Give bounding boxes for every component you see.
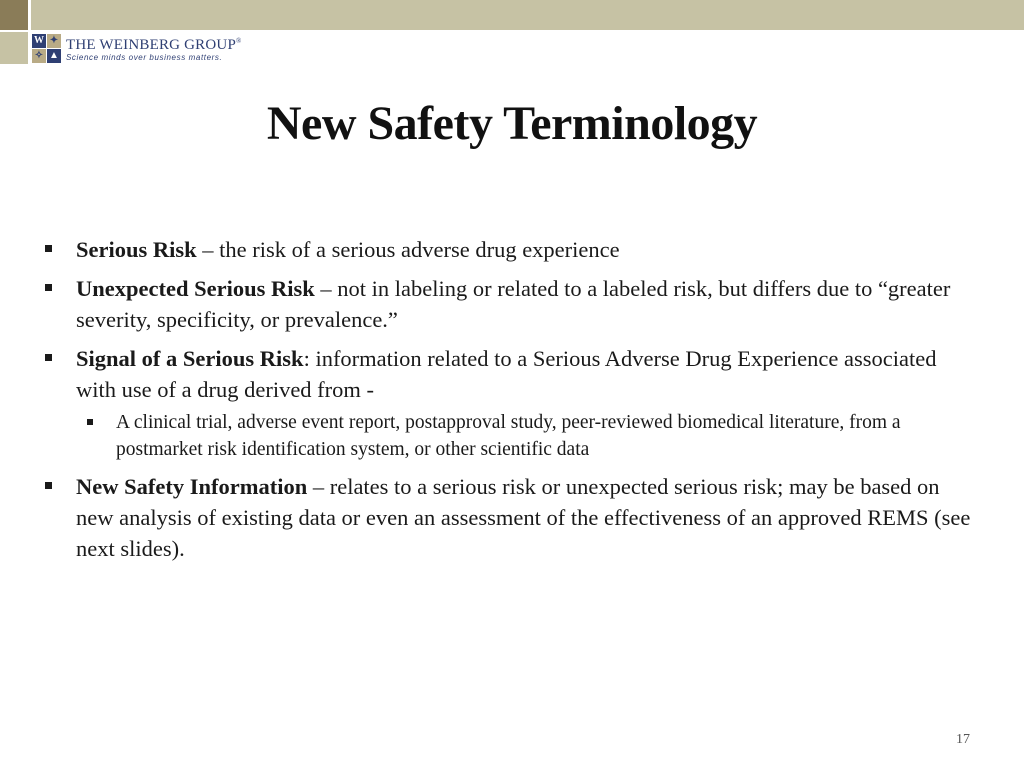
square-bullet-icon (45, 284, 52, 291)
logo-mark-cell: ✧ (32, 49, 46, 63)
band-divider (0, 30, 1024, 32)
logo-mark-cell: ▲ (47, 49, 61, 63)
square-bullet-icon (45, 482, 52, 489)
bullet-text: : information related to a Serious Adverse Drug Experience associated with use of a drug derived from - (76, 346, 937, 402)
sub-bullet-item (44, 409, 974, 463)
top-band-accent (0, 0, 28, 30)
logo-mark-cell: W (34, 34, 44, 46)
registered-mark: ® (235, 37, 242, 45)
logo-name (66, 33, 242, 53)
bullet-term: Signal of a Serious Risk (76, 346, 304, 371)
top-band-gap (28, 0, 31, 30)
logo-text (66, 33, 242, 63)
bullet-item (44, 343, 974, 405)
sub-bullet-text: A clinical trial, adverse event report, postapproval study, peer-reviewed biomedical literature, from a postmarket risk identification system, or other scientific data (116, 412, 901, 460)
logo-mark-icon (32, 34, 61, 63)
logo-mark-cell: ✦ (47, 34, 61, 48)
bullet-text: – the risk of a serious adverse drug experience (196, 237, 620, 262)
left-strip (0, 32, 28, 64)
bullet-term: Serious Risk (76, 237, 197, 262)
slide-title: New Safety Terminology (266, 97, 758, 150)
square-bullet-icon (45, 354, 52, 361)
bullet-term: New Safety Information (76, 474, 308, 499)
bullet-list (44, 234, 974, 572)
bullet-item (44, 471, 974, 564)
logo-name-text: THE WEINBERG GROUP (66, 37, 236, 53)
square-bullet-icon (87, 419, 93, 425)
square-bullet-icon (45, 245, 52, 252)
page-number: 17 (956, 732, 970, 747)
logo-tagline: Science minds over business matters. (66, 53, 223, 62)
company-logo (32, 33, 242, 63)
top-band (0, 0, 1024, 30)
bullet-item (44, 234, 974, 265)
bullet-term: Unexpected Serious Risk (76, 276, 315, 301)
bullet-item (44, 273, 974, 335)
bullet-text: – not in labeling or related to a labeled risk, but differs due to “greater severity, specificity, or prevalence.” (76, 276, 951, 332)
bullet-text: – relates to a serious risk or unexpected serious risk; may be based on new analysis of existing data or even an assessment of the effectiveness of an approved REMS (see next slides). (76, 474, 971, 561)
